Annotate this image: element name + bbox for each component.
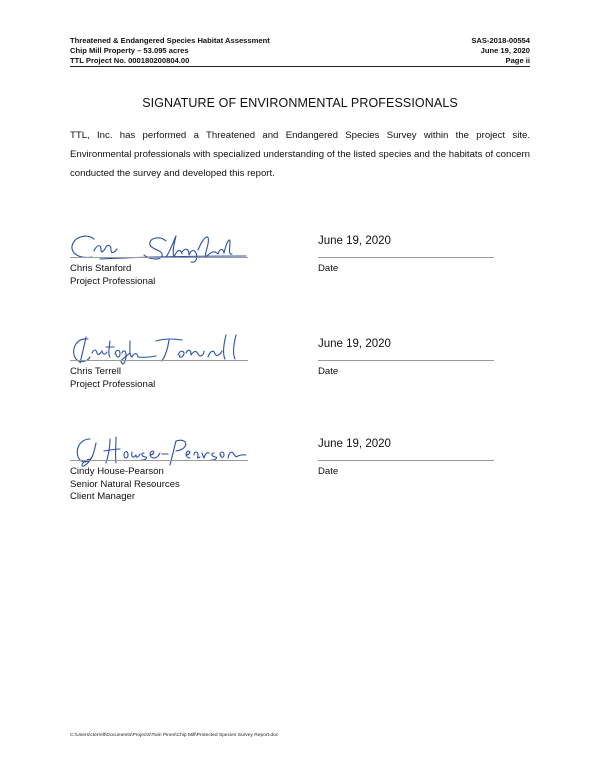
signature-block-3 xyxy=(70,433,530,513)
header-permit-number: SAS-2018-00554 xyxy=(471,36,530,45)
signature-image-chris-terrell xyxy=(70,333,248,367)
date-line-2 xyxy=(318,360,494,361)
signature-image-chris-stanford xyxy=(70,230,248,264)
signature-date-3: June 19, 2020 xyxy=(318,438,391,450)
signature-date-2: June 19, 2020 xyxy=(318,338,391,350)
header-row-2 xyxy=(70,46,530,56)
signature-image-cindy-house-pearson xyxy=(70,433,248,467)
signatory-name-3: Cindy House-Pearson xyxy=(70,466,164,477)
page-header xyxy=(70,36,530,66)
signatory-title-3a: Senior Natural Resources xyxy=(70,478,180,490)
header-divider xyxy=(70,66,530,67)
date-line-3 xyxy=(318,460,494,461)
footer-file-path: C:\Users\cterrell\Documents\Projects\Twin Pines\Chip Mill\Protected Species Survey Report.doc xyxy=(70,733,279,738)
page-title: SIGNATURE OF ENVIRONMENTAL PROFESSIONALS xyxy=(142,96,458,110)
signature-line-1 xyxy=(70,257,248,258)
header-page-number: Page ii xyxy=(505,56,530,65)
header-property: Chip Mill Property – 53.095 acres xyxy=(70,46,189,55)
signature-date-1: June 19, 2020 xyxy=(318,235,391,247)
signatory-info-2 xyxy=(70,366,155,391)
header-date: June 19, 2020 xyxy=(480,46,530,55)
date-label-1: Date xyxy=(318,263,339,274)
date-line-1 xyxy=(318,257,494,258)
signature-line-3 xyxy=(70,460,248,461)
header-row-1 xyxy=(70,36,530,46)
signature-block-1 xyxy=(70,230,530,310)
signature-line-2 xyxy=(70,360,248,361)
signature-block-2 xyxy=(70,333,530,413)
signatory-title-3b: Client Manager xyxy=(70,491,136,502)
header-project-number: TTL Project No. 000180200804.00 xyxy=(70,56,190,65)
signatory-title-1: Project Professional xyxy=(70,275,156,287)
signatory-name-2: Chris Terrell xyxy=(70,366,121,377)
signatory-info-3 xyxy=(70,466,180,504)
signatory-title-2: Project Professional xyxy=(70,378,156,390)
intro-paragraph: TTL, Inc. has performed a Threatened and Endangered Species Survey within the project site. Environmental professionals with specialized understanding of the listed species and the habitats of concern conducted the survey and developed this report. xyxy=(70,130,530,179)
signatory-info-1 xyxy=(70,263,155,288)
date-label-2: Date xyxy=(318,366,339,377)
date-label-3: Date xyxy=(318,466,339,477)
signatory-name-1: Chris Stanford xyxy=(70,263,132,274)
header-row-3 xyxy=(70,56,530,66)
header-report-title: Threatened & Endangered Species Habitat Assessment xyxy=(70,36,270,45)
